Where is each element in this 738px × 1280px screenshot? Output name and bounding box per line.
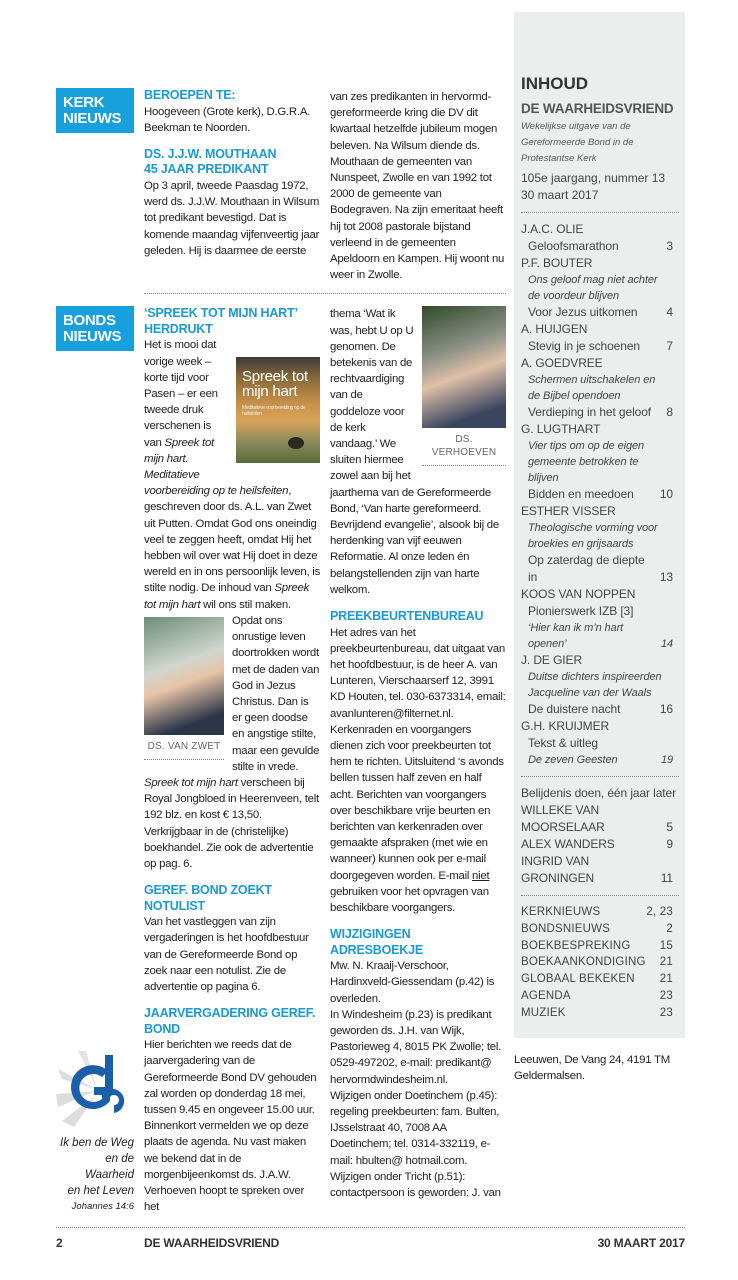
- photo-caption: DS. VAN ZWET: [144, 735, 224, 760]
- footer-magazine-name: DE WAARHEIDSVRIEND: [144, 1236, 280, 1251]
- heading-line: 45 JAAR PREDIKANT: [144, 162, 269, 177]
- van-zwet-photo-figure: [144, 617, 224, 760]
- label-line: BONDS: [63, 312, 116, 330]
- heading-line: DS. J.J.W. MOUTHAAN: [144, 146, 277, 161]
- toc-title[interactable]: [521, 735, 679, 752]
- footer-row: [56, 1236, 685, 1250]
- text-run: , geschreven door ds. A.L. van Zwet uit Putten. Omdat God ons oneindig veel te zeggen heeft, omdat Hij het hebben wil over wat Hij doet in deze wereld en in ons persoonlijk leven, is stilte nodig. De inhoud van: [144, 485, 321, 595]
- kerknieuws-column-2: [330, 88, 506, 283]
- label-line: KERK: [63, 94, 105, 111]
- contents-title: INHOUD: [521, 74, 589, 93]
- toc-text: AGENDA: [521, 989, 571, 1002]
- section-divider: [144, 293, 506, 294]
- adresboekje-heading: WIJZIGINGEN ADRESBOEKJE: [330, 927, 423, 957]
- text-run: verscheen bij Royal Jongbloed in Heerenveen, telt 192 blz. en kost € 13,50. Verkrijgbaar in de (christelijke) boekhandel. Zie ook de advertentie op pag. 6.: [144, 776, 319, 870]
- section-index-item[interactable]: [521, 971, 679, 988]
- toc-text: BOEKBESPREKING: [521, 939, 631, 952]
- page-number: 2: [56, 1236, 63, 1251]
- sidebar-divider: [521, 776, 679, 777]
- section-index-item[interactable]: [521, 1005, 679, 1022]
- toc-text: Op zaterdag de diepte in: [528, 553, 645, 584]
- toc-text: KERKNIEUWS: [521, 906, 601, 918]
- toc-author[interactable]: [521, 321, 679, 338]
- text-run: Het adres van het preekbeurtenbureau, dat uitgaat van het hoofdbestuur, is de heer A. van Lunteren, Vierschaarserf 12, 3991 KD Houten, tel. 030-6373314, email: avanlunteren@filternet.nl. Kerkenraden en voorgangers dienen zich voor preekbeurten tot hem te richten. Uitsluitend ‘s avonds bellen tussen half zeven en half acht. Berichten van voorgangers over beschikbare vrije beurten en berichten van kerkenraden over gemaakte afspraken (met wie en wanneer) kunnen ook per e-mail doorgegeven worden. E-mail: [330, 626, 506, 882]
- section-index-item[interactable]: [521, 938, 679, 955]
- mouthaan-text: Op 3 april, tweede Paasdag 1972, werd ds. J.J.W. Mouthaan in Wilsum tot predikant bevestigd. Dat is komende maandag vijfenveertig jaar geleden. Hij is daarmee de eerste: [144, 179, 320, 257]
- toc-text: BONDSNIEUWS: [521, 922, 611, 935]
- toc-text: ESTHER VISSER: [521, 504, 616, 518]
- toc-page: 13: [659, 570, 673, 584]
- contents-sidebar: [514, 12, 685, 1038]
- heading-line: ‘SPREEK TOT MIJN HART’: [144, 306, 298, 321]
- toc-subtitle[interactable]: [521, 669, 679, 701]
- toc-subtitle[interactable]: [521, 520, 679, 552]
- bondsnieuws-column-1: [144, 306, 320, 1215]
- toc-page: 16: [659, 702, 673, 716]
- right-column: [514, 12, 685, 1084]
- jaarvergadering-text-continued: [330, 306, 506, 598]
- notulist-heading: GEREF. BOND ZOEKT NOTULIST: [144, 883, 272, 913]
- toc-text: De duistere nacht: [528, 702, 621, 716]
- toc-author[interactable]: [521, 718, 679, 735]
- sidebar-divider: [521, 212, 679, 213]
- toc-title[interactable]: [521, 238, 679, 255]
- bondsnieuws-column-2: [330, 306, 506, 1215]
- toc-page: 3: [666, 239, 673, 253]
- toc-text: A. GOEDVREE: [521, 356, 603, 370]
- label-column: [56, 306, 134, 1215]
- quote-line: en het Leven: [67, 1185, 134, 1198]
- toc-subtitle[interactable]: [521, 752, 679, 768]
- footer-date: 30 MAART 2017: [597, 1236, 685, 1251]
- toc-text: MUZIEK: [521, 1006, 566, 1019]
- book-cover-title: Spreek tot mijn hart: [242, 368, 308, 401]
- magazine-name: DE WAARHEIDSVRIEND: [521, 101, 674, 116]
- adres-change: Mw. N. Kraaij-Verschoor, Hardinxveld-Giessendam (p.42) is overleden.: [330, 960, 495, 1005]
- underlined-word: niet: [472, 869, 490, 882]
- text-run: Het is mooi dat vorige week – korte tijd voor Pasen – er een tweede druk verschenen is van: [144, 339, 218, 449]
- toc-text: Verdieping in het geloof: [528, 405, 652, 419]
- toc-person[interactable]: [521, 836, 679, 853]
- toc-text: Pionierswerk IZB [3]: [528, 604, 634, 618]
- news-area: [56, 88, 506, 1215]
- adres-change: Wijzigen onder Tricht (p.51): contactpersoon is geworden: J. van: [330, 1170, 501, 1200]
- book-title-italic: Spreek tot mijn hart: [144, 776, 238, 789]
- toc-text: G. LUGTHART: [521, 422, 601, 436]
- sidebar-divider: [521, 895, 679, 896]
- toc-subtitle[interactable]: [521, 272, 679, 304]
- toc-text: A. HUIJGEN: [521, 322, 588, 336]
- toc-page: 10: [659, 487, 673, 501]
- toc-text: De zeven Geesten: [528, 754, 618, 766]
- heading-line: HERDRUKT: [144, 321, 213, 336]
- toc-page: 8: [666, 405, 673, 419]
- gereformeerde-bond-logo: [56, 1049, 136, 1129]
- toc-text: KOOS VAN NOPPEN: [521, 587, 636, 601]
- kerknieuws-section: [56, 88, 506, 283]
- toc-page: 15: [659, 939, 673, 952]
- text-run: gebruiken voor het opvragen van beschikbare voorgangers.: [330, 885, 489, 915]
- preekbeurten-heading: PREEKBEURTENBUREAU: [330, 609, 484, 624]
- toc-page: 7: [666, 339, 673, 353]
- tree-shape: [288, 437, 304, 449]
- toc-author[interactable]: [521, 221, 679, 238]
- book-title-italic: Spreek tot mijn hart: [144, 582, 310, 611]
- toc-page: 23: [659, 989, 673, 1002]
- feature-list: [521, 785, 679, 887]
- toc-author[interactable]: [521, 355, 679, 372]
- text-run: thema ‘Wat ik was, hebt U op U genomen. De betekenis van de rechtvaardiging van de goddeloze voor de kerk vandaag.’ We sluiten hiermee zowel aan bij het jaarthema van de Gereformeerde Bond, ‘Van harte gereformeerd. Bevrijdend evangelie’, alsook bij de herdenking van vijf eeuwen Reformatie. Al onze leden én belangstellenden zijn van harte welkom.: [330, 308, 499, 596]
- label-column: [56, 88, 134, 283]
- feature-title[interactable]: Belijdenis doen, één jaar later: [521, 786, 677, 800]
- toc-page: 14: [660, 638, 673, 650]
- toc-text: Tekst & uitleg: [528, 736, 598, 750]
- toc-text: Voor Jezus uitkomen: [528, 305, 638, 319]
- logo-icon: [56, 1049, 136, 1129]
- book-cover-subtitle: Meditatieve voorbereiding op de heilsfeiten: [242, 405, 306, 418]
- section-index: [521, 904, 679, 1022]
- toc-title[interactable]: [521, 304, 679, 321]
- text-run: wil ons stil maken.: [200, 598, 291, 611]
- toc-title[interactable]: [521, 552, 679, 586]
- toc-page: 21: [659, 973, 673, 986]
- preekbeurten-text: [330, 625, 506, 917]
- beroepen-text: Hoogeveen (Grote kerk), D.G.R.A. Beekman te Noorden.: [144, 105, 311, 134]
- mouthaan-heading: [144, 147, 320, 178]
- toc-text: G.H. KRUIJMER: [521, 719, 610, 733]
- verhoeven-photo-figure: [422, 306, 506, 466]
- toc-text: Vier tips om op de eigen gemeente betrokken te blijven: [528, 440, 645, 484]
- quote-reference: Johannes 14:6: [71, 1201, 134, 1213]
- volume-number: 105e jaargang, nummer 13: [521, 171, 666, 185]
- toc-text: Theologische vorming voor broekies en grijsaards: [528, 522, 658, 550]
- toc-title[interactable]: [521, 486, 679, 503]
- toc-page: 2: [666, 922, 673, 935]
- toc-text: Ons geloof mag niet achter de voordeur blijven: [528, 274, 658, 302]
- photo-caption: DS. VERHOEVEN: [422, 428, 506, 466]
- toc-text: ALEX WANDERS: [521, 837, 615, 851]
- spreek-text-2: [144, 613, 320, 872]
- section-index-item[interactable]: [521, 988, 679, 1005]
- jaarvergadering-text: Hier berichten we reeds dat de jaarvergadering van de Gereformeerde Bond DV gehouden zal worden op donderdag 18 mei, tussen 9.45 en ongeveer 15.00 uur. Binnenkort vermelden we op deze plaats de agenda. Nu vast maken we bekend dat in de morgenbijeenkomst ds. J.A.W. Verhoeven hoopt te spreken over het: [144, 1039, 317, 1214]
- adres-change: In Windesheim (p.23) is predikant geworden ds. J.H. van Wijk, Pastorieweg 4, 8015 PK Zwolle; tel. 0529-497202, e-mail: predikant@ hervormdwindesheim.nl.: [330, 1008, 502, 1086]
- label-line: NIEUWS: [63, 110, 122, 127]
- kerknieuws-column-1: [144, 88, 320, 283]
- quote-line: en de Waarheid: [84, 1153, 134, 1182]
- toc-subtitle[interactable]: [521, 438, 679, 486]
- toc-text: P.F. BOUTER: [521, 256, 593, 270]
- kerk-nieuws-label: [56, 88, 134, 133]
- spreek-text: [144, 337, 320, 612]
- book-title-italic: Spreek tot mijn hart. Meditatieve voorbereiding op te heilsfeiten: [144, 436, 289, 498]
- toc-author[interactable]: [521, 255, 679, 272]
- mouthaan-text-continued: van zes predikanten in hervormd-gereformeerde kring die DV dit kwartaal hetzelfde jubileum mogen beleven. Na Wilsum diende ds. Mouthaan de gemeenten van Nunspeet, Zwolle en van 1992 tot 2000 de gemeente van Bodegraven. Na zijn emeritaat heeft hij tot 2008 pastorale bijstand verleend in de gemeenten Apeldoorn en Kampen. Hij woont nu weer in Zwolle.: [330, 91, 505, 282]
- toc-text: BOEKAANKONDIGING: [521, 956, 646, 969]
- footer: [56, 1227, 685, 1280]
- toc-text: Stevig in je schoenen: [528, 339, 640, 353]
- notulist-text: Van het vastleggen van zijn vergaderingen is het hoofdbestuur van de Gereformeerde Bond op zoek naar een notulist. Zie de advertentie op pagina 6.: [144, 916, 309, 993]
- toc-author[interactable]: [521, 421, 679, 438]
- label-line: NIEUWS: [63, 328, 122, 346]
- toc-text: J. DE GIER: [521, 653, 583, 667]
- toc-author[interactable]: [521, 652, 679, 669]
- toc-title[interactable]: [521, 338, 679, 355]
- toc-subtitle[interactable]: [521, 620, 679, 652]
- bonds-nieuws-label: [56, 306, 134, 351]
- text-run: Opdat ons onrustige leven doortrokken wordt met de daden van God in Jezus Christus. Dan is er geen doodse en angstige stilte, maar een gevulde stilte in vrede.: [232, 614, 320, 773]
- issue-date: 30 maart 2017: [521, 188, 599, 202]
- toc-page: 21: [659, 956, 673, 969]
- spreek-heading: [144, 306, 320, 337]
- toc-page: 11: [660, 871, 673, 885]
- toc-author[interactable]: [521, 503, 679, 520]
- section-index-item[interactable]: [521, 904, 679, 921]
- van-zwet-photo: [144, 617, 224, 735]
- section-index-item[interactable]: [521, 921, 679, 938]
- toc-text: GLOBAAL BEKEKEN: [521, 973, 635, 986]
- verhoeven-photo: [422, 306, 506, 428]
- toc-text: Duitse dichters inspireerden Jacqueline van der Waals: [528, 671, 662, 699]
- book-cover-image: [236, 357, 320, 463]
- toc-text: Bidden en meedoen: [528, 487, 634, 501]
- toc-text: ‘Hier kan ik m’n hart openen’: [528, 622, 624, 650]
- quote-line: Ik ben de Weg: [60, 1137, 134, 1150]
- toc-subtitle[interactable]: [521, 372, 679, 404]
- toc-page: 23: [659, 1006, 673, 1019]
- bondsnieuws-section: [56, 306, 506, 1215]
- toc-page: 19: [660, 754, 673, 766]
- toc-text: INGRID VAN GRONINGEN: [521, 854, 595, 885]
- footer-divider: [56, 1227, 685, 1228]
- section-index-item[interactable]: [521, 954, 679, 971]
- toc-author[interactable]: [521, 586, 679, 603]
- toc-page: 9: [666, 837, 673, 851]
- jaarvergadering-heading: JAARVERGADERING GEREF. BOND: [144, 1006, 316, 1036]
- toc-page: 4: [666, 305, 673, 319]
- adres-change: Wijzigen onder Doetinchem (p.45): regeling preekbeurten: fam. Bulten, IJsselstraat 40, 7008 AA Doetinchem; tel. 0314-332119, e-mail: hbulten@ hotmail.com.: [330, 1089, 500, 1167]
- beroepen-heading: BEROEPEN TE:: [144, 88, 236, 102]
- adres-change-continued: Leeuwen, De Vang 24, 4191 TM Geldermalsen.: [514, 1053, 670, 1082]
- toc-text: WILLEKE VAN MOORSELAAR: [521, 803, 605, 834]
- bible-quote: [56, 1135, 134, 1215]
- toc-list: [521, 221, 679, 768]
- toc-person[interactable]: [521, 853, 679, 887]
- toc-title[interactable]: [521, 603, 679, 620]
- tagline: Wekelijkse uitgave van de Gereformeerde Bond in de Protestantse Kerk: [521, 121, 634, 164]
- logo-group: [56, 1029, 134, 1215]
- toc-person[interactable]: [521, 802, 679, 836]
- toc-text: Schermen uitschakelen en de Bijbel opendoen: [528, 374, 656, 402]
- toc-title[interactable]: [521, 404, 679, 421]
- toc-page: 5: [666, 820, 673, 834]
- toc-text: Geloofsmarathon: [528, 239, 619, 253]
- toc-text: J.A.C. OLIE: [521, 222, 584, 236]
- toc-page: 2, 23: [646, 906, 673, 918]
- toc-title[interactable]: [521, 701, 679, 718]
